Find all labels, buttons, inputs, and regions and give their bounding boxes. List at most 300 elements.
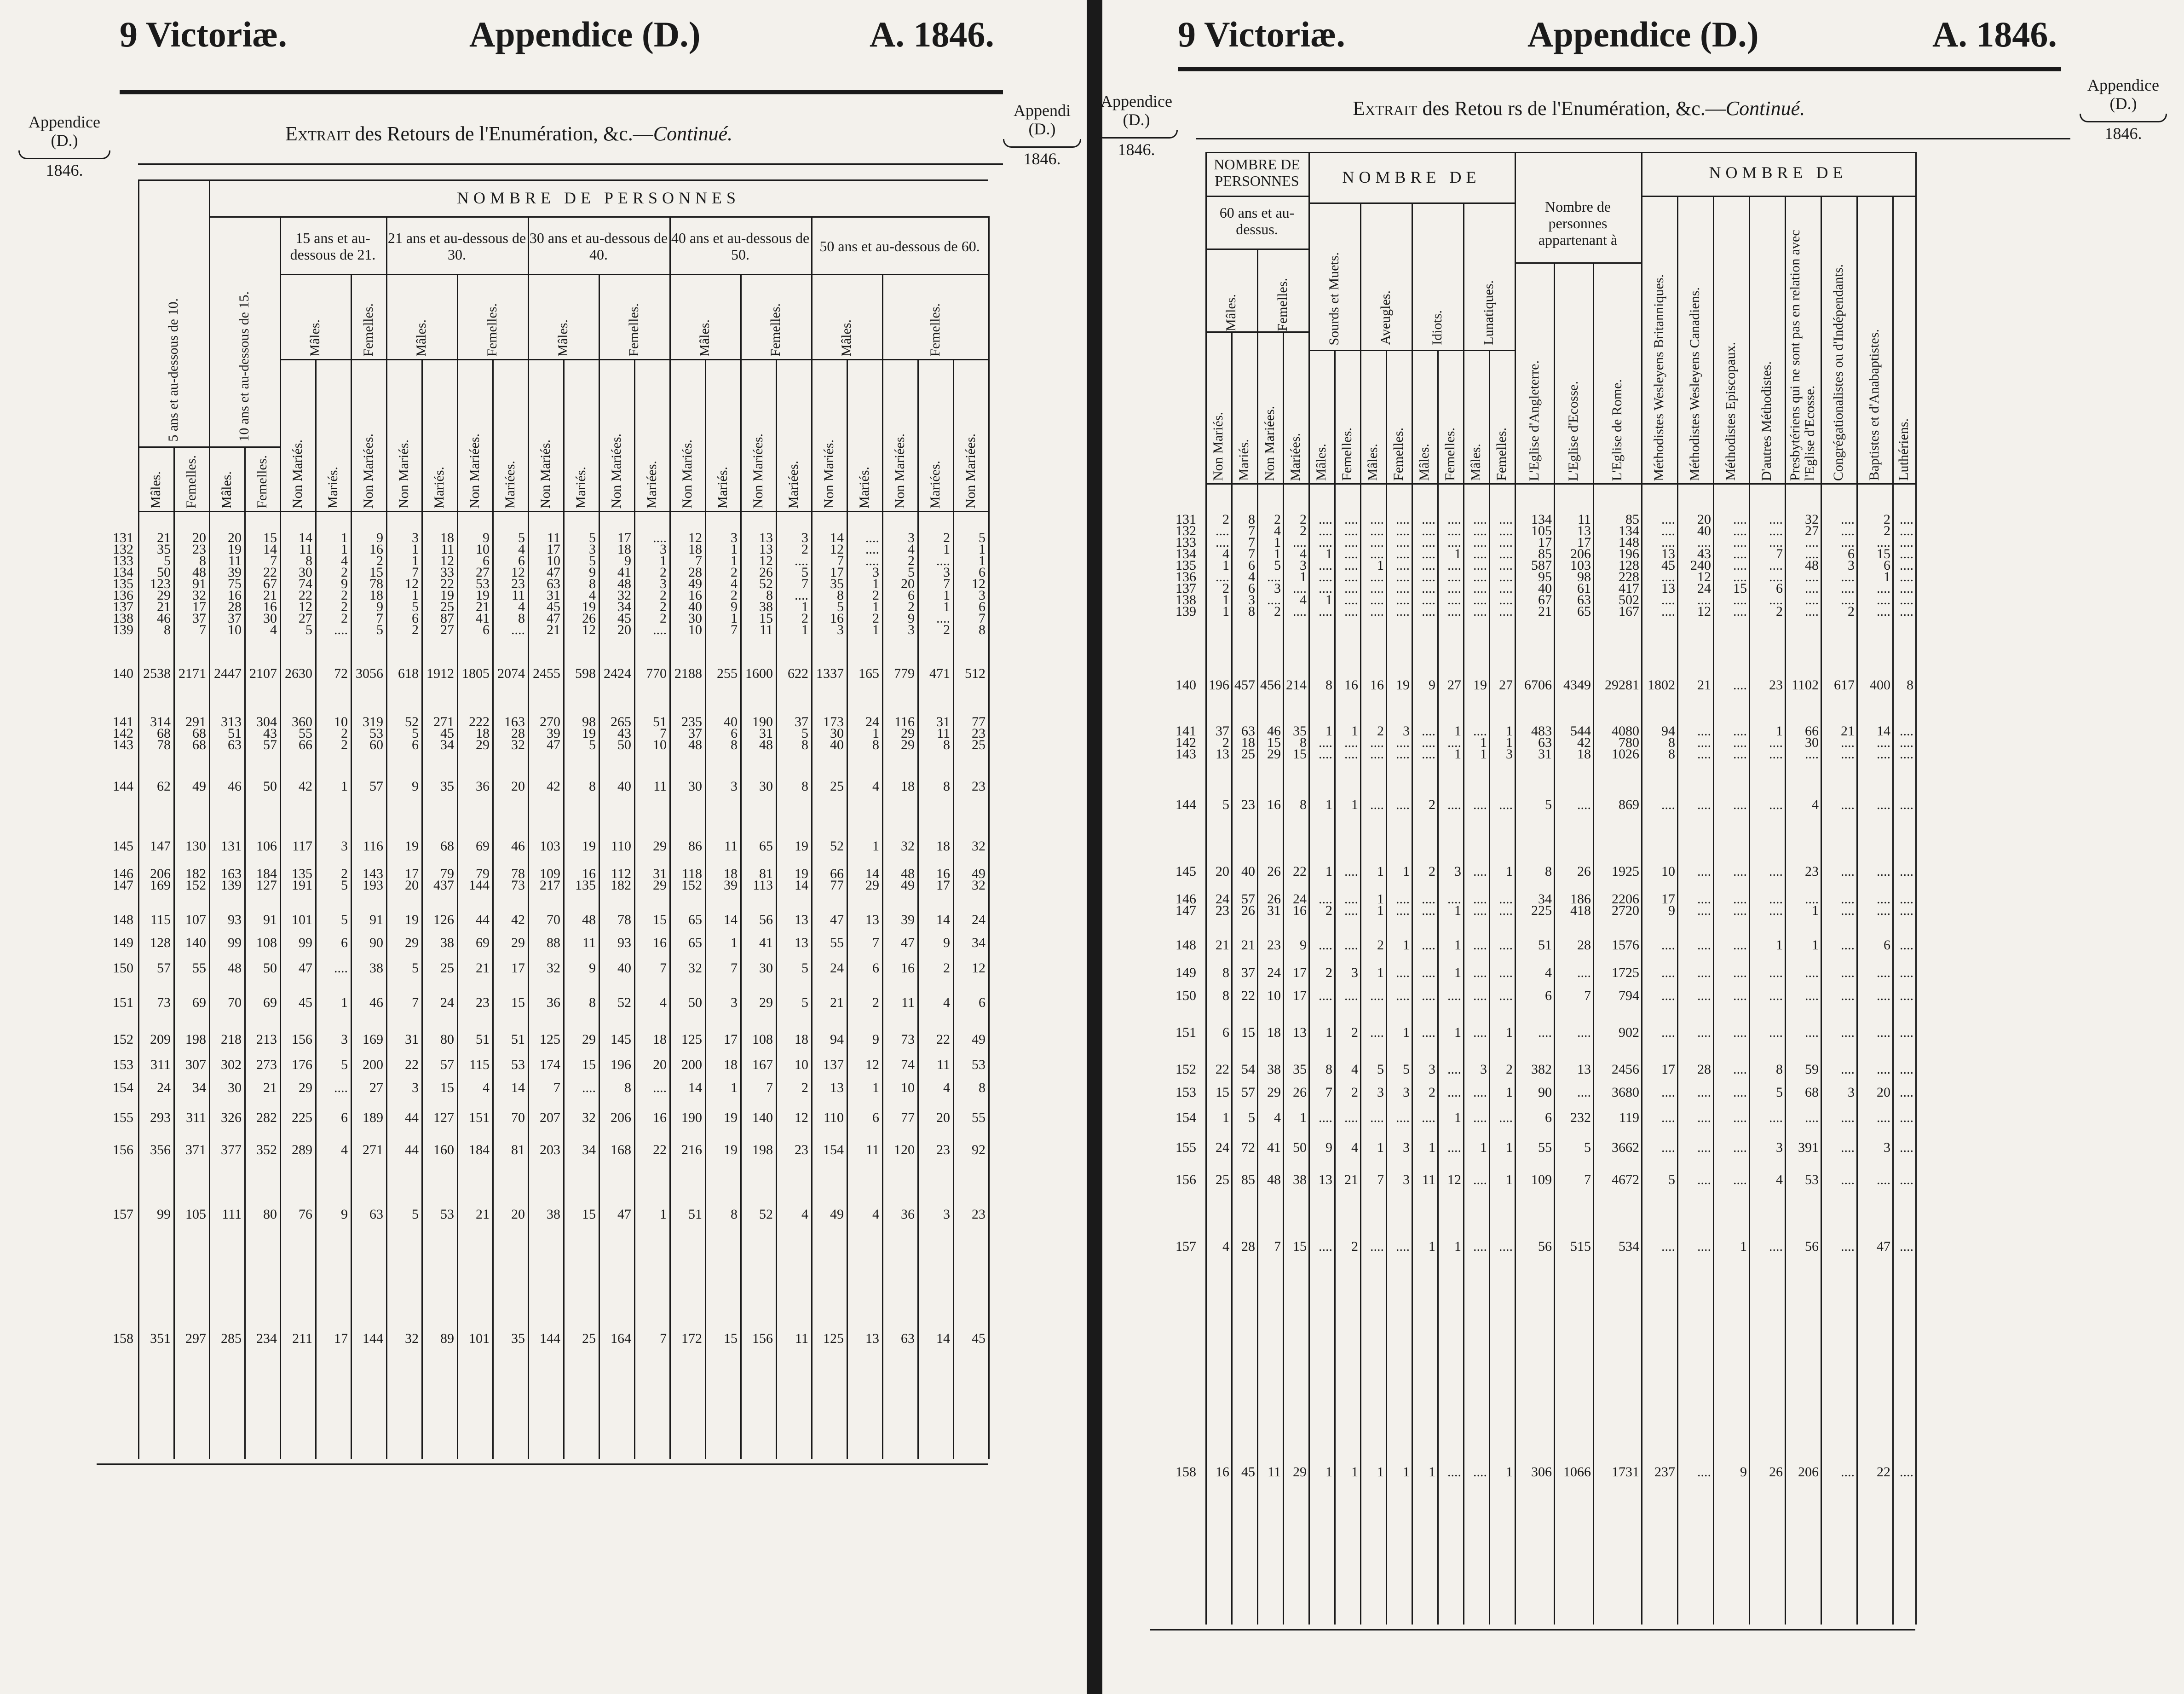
table-cell: 77 <box>830 878 844 893</box>
table-cell: .... <box>1422 937 1435 953</box>
marital-header <box>315 364 351 509</box>
table-cell: 51 <box>653 714 667 729</box>
table-cell: .... <box>1447 891 1461 907</box>
marital-header-text: Mariées. <box>785 460 801 509</box>
table-cell: 27 <box>440 622 454 637</box>
table-cell: 12 <box>1697 569 1711 584</box>
table-cell: .... <box>1319 988 1332 1003</box>
table-cell: .... <box>1877 864 1890 879</box>
table-cell: .... <box>1900 1062 1913 1077</box>
table-cell: 198 <box>185 1032 206 1047</box>
table-cell: 1 <box>1222 1110 1229 1125</box>
table-cell: 49 <box>688 576 702 591</box>
table-cell: 34 <box>972 935 985 950</box>
table-cell: 14 <box>688 1080 702 1095</box>
row-number: 133 <box>1176 535 1196 550</box>
table-cell: 22 <box>1241 988 1255 1003</box>
sex-header-text: Femelles. <box>183 455 199 509</box>
table-cell: .... <box>1473 1239 1487 1254</box>
table-cell: 127 <box>256 878 277 893</box>
row-number: 147 <box>113 878 133 893</box>
table-cell: 3 <box>1884 1140 1890 1155</box>
table-cell: .... <box>1877 735 1890 750</box>
table-cell: 1 <box>1480 735 1487 750</box>
column-rule <box>563 511 565 1459</box>
table-cell: 240 <box>1690 558 1711 573</box>
table-cell: .... <box>1293 535 1307 550</box>
column-rule <box>1257 331 1258 483</box>
table-cell: 8 <box>1222 988 1229 1003</box>
row-number: 143 <box>1176 746 1196 762</box>
table-cell: 41 <box>617 565 631 580</box>
group-header-personnes: NOMBRE DE PERSONNES <box>1214 156 1300 189</box>
table-cell: 31 <box>936 714 950 729</box>
table-cell: 471 <box>929 666 950 681</box>
table-cell: 12 <box>1447 1172 1461 1187</box>
table-cell: 3 <box>1403 1085 1410 1100</box>
table-cell: 126 <box>433 912 454 927</box>
table-cell: .... <box>1877 604 1890 619</box>
table-cell: 1 <box>1454 937 1461 953</box>
table-cell: 12 <box>582 622 596 637</box>
table-cell: 2 <box>1274 512 1281 527</box>
table-cell: 587 <box>1531 558 1552 573</box>
table-cell: 4 <box>943 1080 950 1095</box>
sex-header <box>1257 253 1308 331</box>
table-cell: .... <box>1293 604 1307 619</box>
table-cell: 168 <box>611 1142 631 1157</box>
group-header-church: Nombre de personnes appartenant à <box>1538 198 1618 248</box>
marital-header <box>492 364 528 509</box>
table-cell: 1 <box>660 1207 667 1222</box>
table-cell: 15 <box>440 1080 454 1095</box>
sex-header <box>811 278 882 357</box>
table-cell: .... <box>1841 1140 1855 1155</box>
row-number: 137 <box>1176 581 1196 596</box>
table-cell: 16 <box>936 866 950 881</box>
table-cell: 23 <box>1769 677 1783 693</box>
table-cell: .... <box>1769 512 1783 527</box>
table-cell: 12 <box>299 599 312 614</box>
table-cell: 21 <box>1538 604 1552 619</box>
age-group-header-text: 10 ans et au-dessous de 15. <box>236 291 252 442</box>
table-cell: 39 <box>901 912 915 927</box>
table-cell: 29 <box>901 726 915 741</box>
table-cell: 902 <box>1619 1025 1639 1040</box>
column-rule <box>492 359 494 511</box>
table-cell: 28 <box>1241 1239 1255 1254</box>
infirmity-header <box>1412 207 1463 345</box>
row-number: 131 <box>113 530 133 545</box>
sex-header-text: Femelles. <box>1442 428 1458 481</box>
table-cell: 33 <box>440 565 454 580</box>
table-rule <box>811 274 988 275</box>
table-cell: .... <box>1841 891 1855 907</box>
table-rule <box>280 359 386 360</box>
table-cell: .... <box>1805 535 1819 550</box>
right-margin-note <box>2075 76 2172 143</box>
column-rule <box>917 511 919 1459</box>
marital-header-text: Non Mariés. <box>679 439 695 509</box>
table-cell: 285 <box>221 1331 242 1346</box>
table-cell: .... <box>1267 569 1281 584</box>
table-cell: .... <box>1733 1172 1747 1187</box>
table-cell: .... <box>1447 512 1461 527</box>
row-number: 147 <box>1176 903 1196 918</box>
table-cell: 55 <box>972 1110 985 1125</box>
table-cell: 1 <box>1377 965 1384 980</box>
marital-header-text: Mariés. <box>1236 439 1251 481</box>
sex-header-text: Mâles. <box>307 319 323 357</box>
table-cell: 111 <box>222 1207 242 1222</box>
table-cell: .... <box>1422 535 1435 550</box>
table-cell: 456 <box>1260 677 1281 693</box>
table-cell: 11 <box>901 995 915 1010</box>
table-cell: 7 <box>660 726 667 741</box>
table-cell: .... <box>1319 523 1332 538</box>
table-cell: 20 <box>936 1110 950 1125</box>
table-cell: 8 <box>943 737 950 752</box>
column-rule <box>953 511 954 1459</box>
table-cell: .... <box>1733 569 1747 584</box>
table-cell: 140 <box>185 935 206 950</box>
table-cell: 1 <box>1454 546 1461 561</box>
table-cell: .... <box>1422 965 1435 980</box>
table-cell: 5 <box>801 960 808 976</box>
table-cell: 2 <box>1222 512 1229 527</box>
table-cell: .... <box>1900 903 1913 918</box>
table-cell: 53 <box>511 1057 525 1072</box>
table-cell: 29 <box>865 878 879 893</box>
table-cell: 47 <box>547 737 560 752</box>
table-cell: 42 <box>1577 735 1591 750</box>
table-cell: 49 <box>972 1032 985 1047</box>
table-cell: 93 <box>617 935 631 950</box>
table-cell: 56 <box>1805 1239 1819 1254</box>
table-cell: 115 <box>150 912 171 927</box>
table-cell: 9 <box>412 779 419 794</box>
table-cell: 11 <box>1422 1172 1435 1187</box>
table-cell: 9 <box>731 599 738 614</box>
table-cell: 26 <box>1267 891 1281 907</box>
table-cell: 40 <box>724 714 738 729</box>
table-cell: 356 <box>150 1142 171 1157</box>
denomination-header <box>1641 200 1677 481</box>
table-cell: 5 <box>801 726 808 741</box>
table-cell: 19 <box>582 726 596 741</box>
table-cell: 6 <box>872 960 879 976</box>
table-cell: 17 <box>1293 965 1307 980</box>
column-rule <box>1437 350 1439 483</box>
table-cell: .... <box>1769 1025 1783 1040</box>
table-cell: 99 <box>228 935 242 950</box>
table-cell: 196 <box>1209 677 1229 693</box>
table-cell: 18 <box>688 542 702 557</box>
table-cell: 196 <box>611 1057 631 1072</box>
table-cell: 1 <box>1429 1464 1435 1480</box>
table-cell: 68 <box>1805 1085 1819 1100</box>
table-cell: 8 <box>305 553 312 568</box>
table-cell: 6 <box>872 1110 879 1125</box>
table-cell: 1 <box>341 995 348 1010</box>
table-cell: .... <box>1733 937 1747 953</box>
table-cell: .... <box>1661 604 1675 619</box>
table-cell: 15 <box>1733 581 1747 596</box>
table-cell: 3 <box>1300 558 1307 573</box>
table-cell: 50 <box>688 995 702 1010</box>
table-cell: 352 <box>256 1142 277 1157</box>
table-cell: 5 <box>1248 1110 1255 1125</box>
table-cell: 50 <box>617 737 631 752</box>
table-cell: 48 <box>1267 1172 1281 1187</box>
table-cell: .... <box>1733 1062 1747 1077</box>
table-cell: 30 <box>299 565 312 580</box>
denomination-header-text: Méthodistes Wesleyens Canadiens. <box>1687 287 1702 481</box>
table-cell: .... <box>1396 797 1410 812</box>
column-rule <box>811 511 813 1459</box>
table-cell: 200 <box>681 1057 702 1072</box>
margin-sub: (D.) <box>1123 110 1150 129</box>
table-cell: 6706 <box>1524 677 1552 693</box>
table-cell: 6 <box>979 995 985 1010</box>
table-cell: 80 <box>440 1032 454 1047</box>
table-cell: .... <box>1661 523 1675 538</box>
column-rule <box>1785 196 1786 483</box>
table-cell: 29 <box>759 995 773 1010</box>
marital-header-text: Non Mariées. <box>962 433 978 509</box>
table-cell: 57 <box>369 779 383 794</box>
table-cell: 18 <box>1577 746 1591 762</box>
marital-header-text: Mariées. <box>927 460 943 509</box>
table-cell: .... <box>1344 523 1358 538</box>
table-cell: 1 <box>872 1080 879 1095</box>
table-cell: .... <box>1447 569 1461 584</box>
table-cell: 18 <box>440 530 454 545</box>
table-cell: .... <box>1344 988 1358 1003</box>
table-cell: 2538 <box>143 666 171 681</box>
table-cell: 7 <box>731 622 738 637</box>
table-cell: 105 <box>185 1207 206 1222</box>
table-cell: 5 <box>376 622 383 637</box>
marital-header-text: Mariés. <box>856 467 872 509</box>
table-cell: 2720 <box>1612 903 1639 918</box>
column-rule <box>1593 262 1594 483</box>
table-cell: 7 <box>660 1331 667 1346</box>
table-cell: 31 <box>653 866 667 881</box>
table-cell: 311 <box>150 1057 171 1072</box>
row-number: 154 <box>1176 1110 1196 1125</box>
table-cell: 8 <box>1300 735 1307 750</box>
table-cell: 27 <box>1805 523 1819 538</box>
table-cell: 52 <box>759 576 773 591</box>
marital-header <box>847 364 882 509</box>
table-cell: 8 <box>872 737 879 752</box>
sex-header <box>173 451 209 509</box>
table-cell: .... <box>1805 569 1819 584</box>
table-cell: 8 <box>589 995 596 1010</box>
table-cell: .... <box>1473 1464 1487 1480</box>
table-cell: 40 <box>1697 523 1711 538</box>
table-cell: .... <box>1370 604 1384 619</box>
table-cell: 66 <box>830 866 844 881</box>
table-cell: 203 <box>540 1142 560 1157</box>
row-number: 132 <box>113 542 133 557</box>
marital-header <box>351 364 386 509</box>
table-cell: 109 <box>1531 1172 1552 1187</box>
table-cell: .... <box>1370 1239 1384 1254</box>
table-cell: 2 <box>872 995 879 1010</box>
table-cell: 4 <box>1274 1110 1281 1125</box>
table-cell: 12 <box>440 553 454 568</box>
table-cell: 54 <box>1241 1062 1255 1077</box>
table-cell: .... <box>1344 735 1358 750</box>
row-number: 134 <box>113 565 133 580</box>
table-cell: 14 <box>795 878 808 893</box>
table-cell: 21 <box>476 1207 490 1222</box>
column-rule <box>528 511 529 1459</box>
table-cell: 8 <box>979 622 985 637</box>
table-cell: 15 <box>1241 1025 1255 1040</box>
table-cell: 140 <box>752 1110 773 1125</box>
table-cell: .... <box>1805 965 1819 980</box>
table-cell: 43 <box>1697 546 1711 561</box>
table-cell: .... <box>1900 1025 1913 1040</box>
table-cell: 3 <box>1274 581 1281 596</box>
table-cell: 14 <box>724 912 738 927</box>
table-cell: 176 <box>292 1057 312 1072</box>
marital-header-text: Non Mariés. <box>1210 412 1226 481</box>
table-cell: 2 <box>1351 1085 1358 1100</box>
table-cell: 15 <box>1293 1239 1307 1254</box>
table-cell: .... <box>1370 1025 1384 1040</box>
table-cell: .... <box>1499 569 1513 584</box>
table-cell: 45 <box>440 726 454 741</box>
table-cell: 18 <box>476 726 490 741</box>
column-rule <box>634 359 635 511</box>
table-cell: .... <box>1877 746 1890 762</box>
table-cell: .... <box>1841 988 1855 1003</box>
table-cell: .... <box>1370 581 1384 596</box>
table-cell: 10 <box>795 1057 808 1072</box>
table-cell: 869 <box>1619 797 1639 812</box>
table-cell: .... <box>1499 891 1513 907</box>
marital-header-text: Non Mariées. <box>750 433 766 509</box>
table-cell: 15 <box>724 1331 738 1346</box>
table-cell: 2 <box>1222 735 1229 750</box>
table-cell: 8 <box>1545 864 1552 879</box>
table-cell: 38 <box>547 1207 560 1222</box>
sex-header-text: Femelles. <box>484 303 500 357</box>
table-cell: .... <box>1877 1025 1890 1040</box>
table-cell: 18 <box>724 1057 738 1072</box>
table-cell: 391 <box>1798 1140 1819 1155</box>
column-rule <box>988 511 990 1459</box>
table-cell: 1 <box>731 1080 738 1095</box>
table-cell: 377 <box>221 1142 242 1157</box>
sex-header <box>1308 354 1334 481</box>
table-cell: 52 <box>405 714 419 729</box>
sex-header <box>244 451 280 509</box>
table-cell: 3 <box>1480 1062 1487 1077</box>
table-cell: 7 <box>801 576 808 591</box>
table-cell: 99 <box>157 1207 171 1222</box>
table-cell: .... <box>1422 988 1435 1003</box>
church-header-text: L'Eglise de Rome. <box>1609 379 1625 481</box>
denomination-header <box>1749 200 1785 481</box>
row-number: 148 <box>113 912 133 927</box>
table-cell: .... <box>1733 723 1747 739</box>
marital-header-text: Non Mariées. <box>1262 405 1277 481</box>
column-rule <box>421 511 423 1459</box>
table-cell: 22 <box>1877 1464 1890 1480</box>
table-cell: .... <box>1697 535 1711 550</box>
table-cell: 17 <box>1538 535 1552 550</box>
table-cell: 78 <box>369 576 383 591</box>
table-cell: .... <box>1499 546 1513 561</box>
table-cell: 39 <box>547 726 560 741</box>
table-cell: .... <box>653 622 667 637</box>
table-cell: .... <box>1396 735 1410 750</box>
table-cell: .... <box>1396 512 1410 527</box>
table-cell: 65 <box>1577 604 1591 619</box>
table-cell: 15 <box>759 611 773 626</box>
table-cell: 23 <box>511 576 525 591</box>
table-cell: 134 <box>1619 523 1639 538</box>
sex-header <box>1489 354 1515 481</box>
infirmity-header-text: Aveugles. <box>1378 290 1393 345</box>
table-cell: 190 <box>681 1110 702 1125</box>
table-cell: 6 <box>483 553 490 568</box>
table-cell: .... <box>1447 558 1461 573</box>
column-rule <box>882 511 883 1459</box>
left-header-appendix: Appendice (D.) <box>469 14 701 54</box>
table-cell: .... <box>1733 797 1747 812</box>
column-rule <box>669 511 671 1459</box>
marital-header <box>280 364 315 509</box>
table-cell: 98 <box>582 714 596 729</box>
table-cell: 9 <box>376 530 383 545</box>
table-cell: .... <box>1319 604 1332 619</box>
table-cell: .... <box>1422 604 1435 619</box>
table-cell: .... <box>1769 903 1783 918</box>
row-number: 134 <box>1176 546 1196 561</box>
table-cell: 143 <box>363 866 383 881</box>
table-cell: 30 <box>688 611 702 626</box>
table-cell: .... <box>1447 1085 1461 1100</box>
row-number: 151 <box>1176 1025 1196 1040</box>
table-cell: 1 <box>1506 1140 1513 1155</box>
table-cell: 15 <box>263 530 277 545</box>
table-cell: 45 <box>1241 1464 1255 1480</box>
table-cell: .... <box>1661 1025 1675 1040</box>
table-cell: 44 <box>476 912 490 927</box>
table-cell: .... <box>1733 677 1747 693</box>
title-continued: Continué. <box>653 122 733 145</box>
table-cell: 48 <box>617 576 631 591</box>
table-cell: 3 <box>801 530 808 545</box>
table-cell: 47 <box>547 611 560 626</box>
sex-header <box>1463 354 1489 481</box>
table-cell: 8 <box>1325 677 1332 693</box>
table-cell: 12 <box>830 542 844 557</box>
table-cell: 2 <box>1506 1062 1513 1077</box>
table-cell: .... <box>1370 746 1384 762</box>
table-cell: 14 <box>830 530 844 545</box>
table-cell: 21 <box>263 1080 277 1095</box>
table-cell: .... <box>1877 965 1890 980</box>
table-cell: 1 <box>943 542 950 557</box>
table-cell: 28 <box>688 565 702 580</box>
